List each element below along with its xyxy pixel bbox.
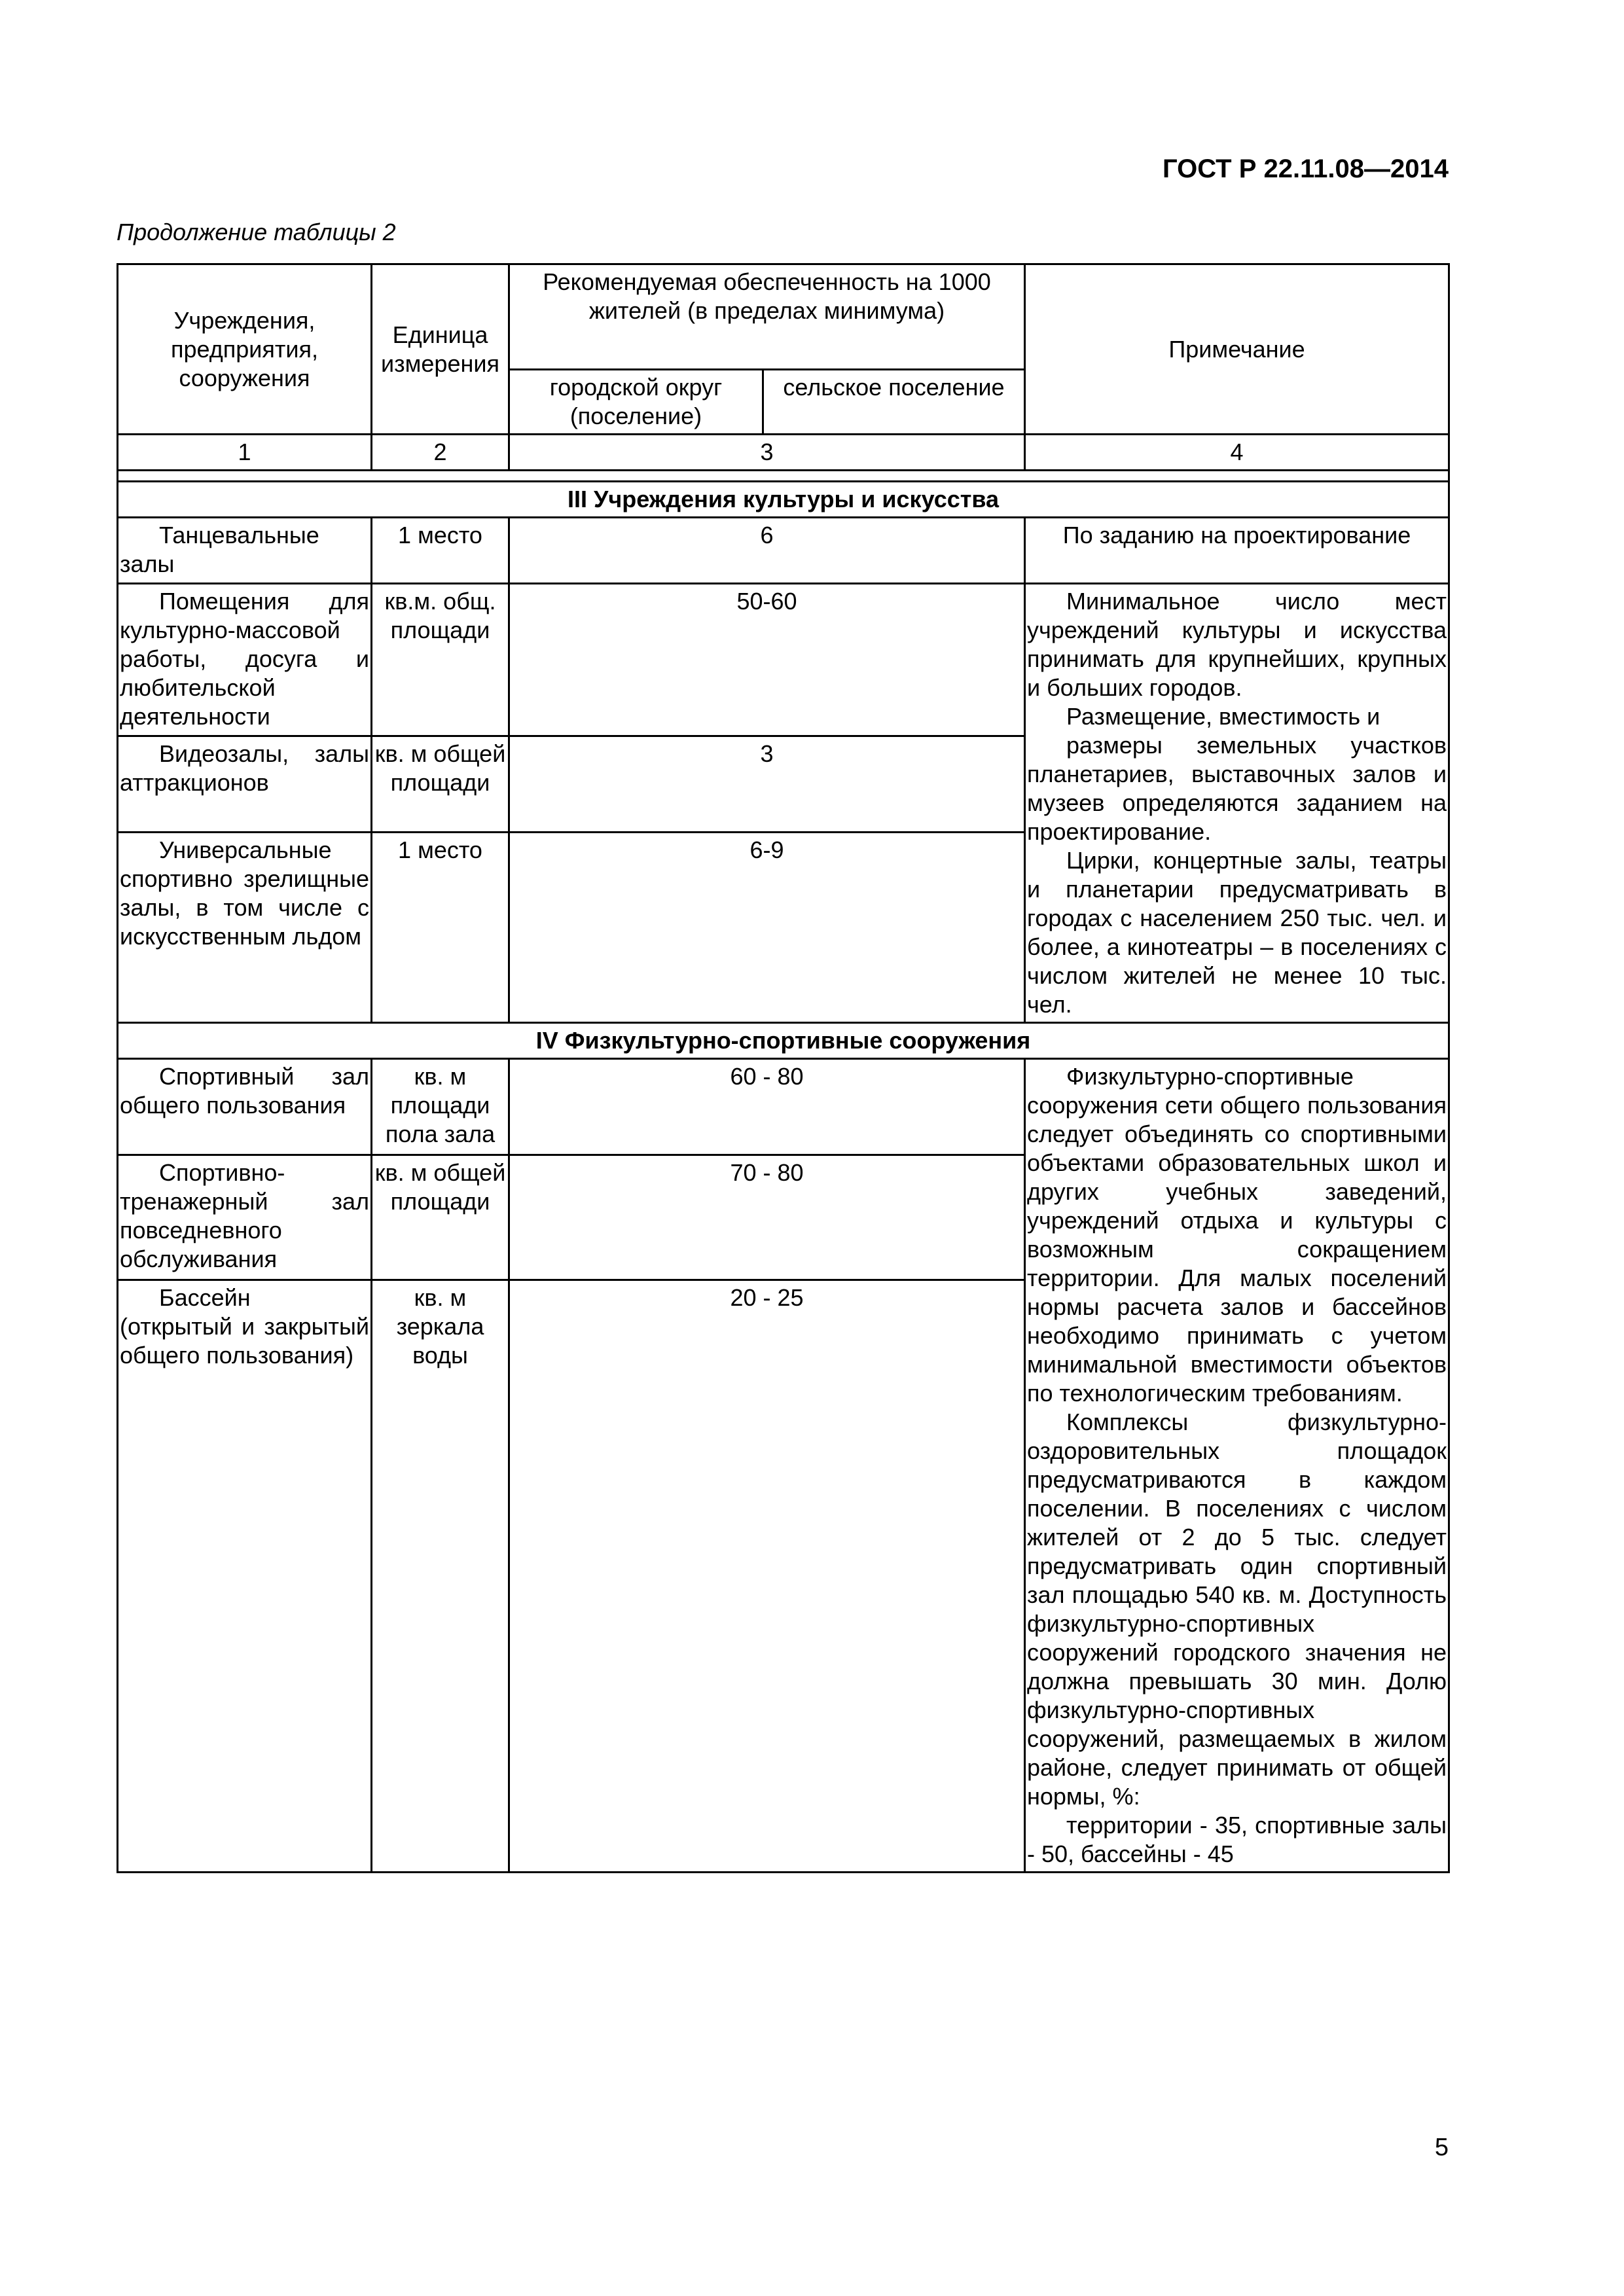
row-name: Помещения для культурно-массовой работы, досуга и любительской деятельности	[118, 584, 372, 736]
head-note: Примечание	[1025, 264, 1449, 435]
table-caption: Продолжение таблицы 2	[117, 219, 396, 245]
section-header	[118, 1023, 1449, 1059]
section-title: IV Физкультурно-спортивные сооружения	[118, 1023, 1449, 1059]
row-value: 6-9	[509, 833, 1025, 1023]
table-row	[118, 584, 1449, 736]
note-paragraph: Комплексы физкультурно-оздоровительных площадок предусматриваются в каждом поселении. В поселениях с числом жителей от 2 до 5 тыс. следует предусматривать один спортивный зал площадью 540 кв. м. Доступность физкультурно-спортивных сооружений городского значения не должна превышать 30 мин. Долю физкультурно-спортивных сооружений, размещаемых в жилом районе, следует принимать от общей нормы, %:	[1027, 1408, 1447, 1810]
row-value: 60 - 80	[509, 1059, 1025, 1155]
row-unit: кв. м общей площади	[372, 1155, 509, 1280]
norms-table	[117, 263, 1450, 1873]
row-name: Танцевальные залы	[118, 518, 372, 584]
note-paragraph: размеры земельных участков планетариев, выставочных залов и музеев определяются заданием на проектирование.	[1027, 732, 1447, 845]
col-number: 2	[372, 435, 509, 471]
row-unit: кв. м общей площади	[372, 736, 509, 833]
row-name: Универсальные спортивно зрелищные залы, в том числе с искусственным льдом	[118, 833, 372, 1023]
row-unit: кв.м. общ. площади	[372, 584, 509, 736]
row-name: Спортивный зал общего пользования	[118, 1059, 372, 1155]
row-value: 50-60	[509, 584, 1025, 736]
row-name: Спортивно-тренажерный зал повседневного обслуживания	[118, 1155, 372, 1280]
note-paragraph: Физкультурно-спортивные сооружения сети общего пользования следует объединять со спортивными объектами образовательных школ и других учебных заведений, учреждений отдыха и культуры с возможным сокращением территории. Для малых поселений нормы расчета залов и бассейнов необходимо принимать с учетом минимальной вместимости объектов по технологическим требованиям.	[1027, 1063, 1447, 1407]
section-title: III Учреждения культуры и искусства	[118, 482, 1449, 518]
head-institutions: Учреждения, предприятия, сооружения	[118, 264, 372, 435]
row-value: 70 - 80	[509, 1155, 1025, 1280]
head-rural: сельское поселение	[763, 370, 1025, 435]
note-paragraph: территории - 35, спортивные залы - 50, бассейны - 45	[1027, 1812, 1447, 1867]
row-unit: 1 место	[372, 833, 509, 1023]
head-unit: Единица измерения	[372, 264, 509, 435]
col-number: 1	[118, 435, 372, 471]
row-note: По заданию на проектирование	[1025, 518, 1449, 584]
row-unit: 1 место	[372, 518, 509, 584]
row-name: Бассейн (открытый и закрытый общего пользования)	[118, 1280, 372, 1873]
head-urban: городской округ (поселение)	[509, 370, 763, 435]
head-provision: Рекомендуемая обеспеченность на 1000 жителей (в пределах минимума)	[509, 264, 1025, 370]
row-value: 6	[509, 518, 1025, 584]
section-header	[118, 482, 1449, 518]
note-paragraph: Минимальное число мест учреждений культуры и искусства принимать для крупнейших, крупных и больших городов.	[1027, 588, 1447, 701]
page-number: 5	[1434, 2134, 1449, 2161]
row-value: 3	[509, 736, 1025, 833]
note-paragraph: Цирки, концертные залы, театры и планетарии предусматривать в городах с населением 250 тыс. чел. и более, а кинотеатры – в поселениях с числом жителей не менее 10 тыс. чел.	[1027, 847, 1447, 1018]
column-numbers-row	[118, 435, 1449, 471]
row-note	[1025, 584, 1449, 1023]
document-code: ГОСТ Р 22.11.08—2014	[1163, 154, 1449, 183]
table-row	[118, 518, 1449, 584]
table-head-row	[118, 264, 1449, 370]
row-value: 20 - 25	[509, 1280, 1025, 1873]
row-unit: кв. м зеркала воды	[372, 1280, 509, 1873]
row-note	[1025, 1059, 1449, 1873]
row-name: Видеозалы, залы аттракционов	[118, 736, 372, 833]
note-paragraph: Размещение, вместимость и	[1066, 703, 1380, 730]
table-row	[118, 1059, 1449, 1155]
row-unit: кв. м площади пола зала	[372, 1059, 509, 1155]
col-number: 4	[1025, 435, 1449, 471]
col-number: 3	[509, 435, 1025, 471]
